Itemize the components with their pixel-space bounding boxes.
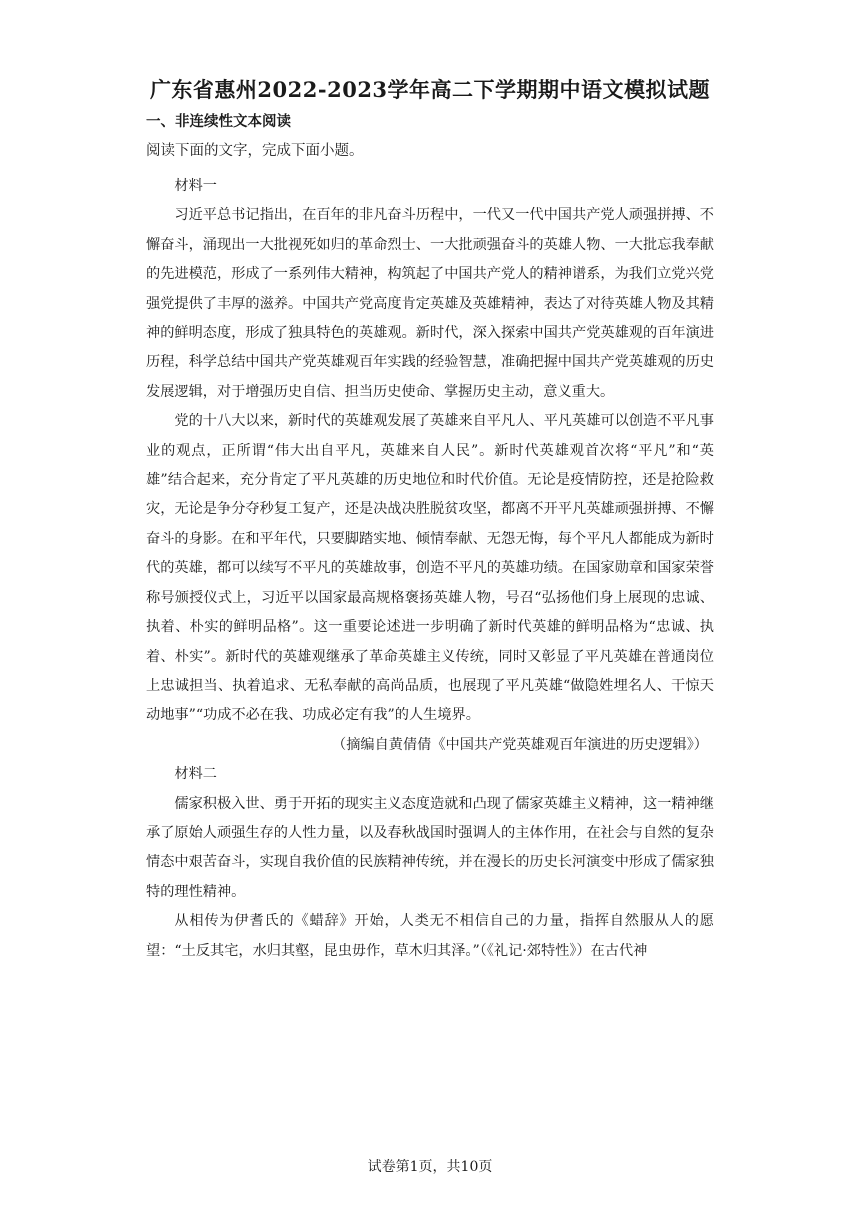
page-footer: 试卷第1页，共10页	[367, 1159, 493, 1175]
document-title: 广东省惠州2022-2023学年高二下学期期中语文模拟试题	[149, 77, 711, 102]
material2-paragraph-1: 儒家积极入世、勇于开拓的现实主义态度造就和凸现了儒家英雄主义精神，这一精神继承了原始人顽强生存的人性力量，以及春秋战国时强调人的主体作用，在社会与自然的复杂情态中艰苦奋斗，实现自我价值的民族精神传统，并在漫长的历史长河演变中形成了儒家独特的理性精神。	[146, 795, 714, 900]
material1-source: （摘编自黄倩倩《中国共产党英雄观百年演进的历史逻辑》）	[332, 736, 708, 753]
material1-paragraph-2: 党的十八大以来，新时代的英雄观发展了英雄来自平凡人、平凡英雄可以创造不平凡事业的观点，正所谓“伟大出自平凡，英雄来自人民”。新时代英雄观首次将“平凡”和“英雄”结合起来，充分肯定了平凡英雄的历史地位和时代价值。无论是疫情防控，还是抢险救灾，无论是争分夺秒复工复产，还是决战决胜脱贫攻坚，都离不开平凡英雄顽强拼搏、不懈奋斗的身影。在和平年代，只要脚踏实地、倾情奉献、无怨无悔，每个平凡人都能成为新时代的英雄，都可以续写不平凡的英雄故事，创造不平凡的英雄功绩。在国家勋章和国家荣誉称号颁授仪式上，习近平以国家最高规格褒扬英雄人物，号召“弘扬他们身上展现的忠诚、执着、朴实的鲜明品格”。这一重要论述进一步明确了新时代英雄的鲜明品格为“忠诚、执着、朴实”。新时代的英雄观继承了革命英雄主义传统，同时又彰显了平凡英雄在普通岗位上忠诚担当、执着追求、无私奉献的高尚品质，也展现了平凡英雄“做隐姓埋名人、干惊天动地事”“功成不必在我、功成必定有我”的人生境界。	[146, 413, 714, 724]
reading-passage	[146, 172, 714, 966]
material2-paragraph-2: 从相传为伊耆氏的《蜡辞》开始，人类无不相信自己的力量，指挥自然服从人的愿望：“土反其宅，水归其壑，昆虫毋作，草木归其泽。”（《礼记·郊特性》）在古代神	[146, 913, 714, 959]
material1-paragraph-1: 习近平总书记指出，在百年的非凡奋斗历程中，一代又一代中国共产党人顽强拼搏、不懈奋斗，涌现出一大批视死如归的革命烈士、一大批顽强奋斗的英雄人物、一大批忘我奉献的先进模范，形成了一系列伟大精神，构筑起了中国共产党人的精神谱系，为我们立党兴党强党提供了丰厚的滋养。中国共产党高度肯定英雄及英雄精神，表达了对待英雄人物及其精神的鲜明态度，形成了独具特色的英雄观。新时代，深入探索中国共产党英雄观的百年演进历程，科学总结中国共产党英雄观百年实践的经验智慧，准确把握中国共产党英雄观的历史发展逻辑，对于增强历史自信、担当历史使命、掌握历史主动，意义重大。	[146, 207, 714, 400]
reading-instruction: 阅读下面的文字，完成下面小题。	[146, 143, 364, 159]
section-heading: 一、非连续性文本阅读	[146, 114, 291, 130]
material2-label: 材料二	[174, 766, 217, 783]
material1-label: 材料一	[174, 178, 217, 194]
